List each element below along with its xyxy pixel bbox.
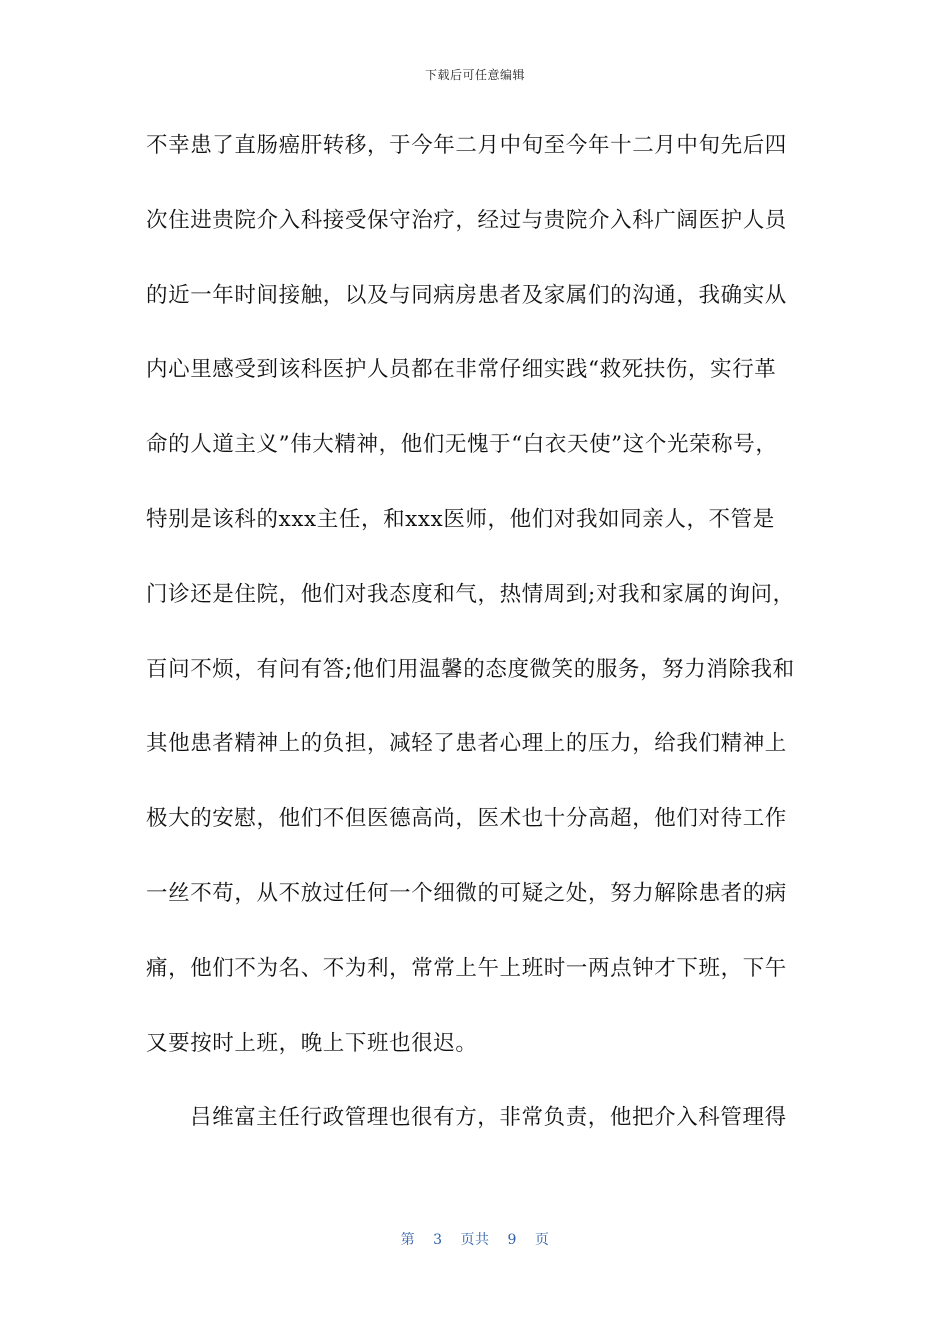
- text-line: 其他患者精神上的负担，减轻了患者心理上的压力，给我们精神上: [146, 731, 787, 757]
- text-line: 痛，他们不为名、不为利，常常上午上班时一两点钟才下班，下午: [146, 955, 787, 981]
- text-line: 特别是该科的xxx主任，和xxx医师，他们对我如同亲人，不管是: [146, 506, 775, 532]
- text-line: 百问不烦，有问有答;他们用温馨的态度微笑的服务，努力消除我和: [146, 656, 795, 682]
- text-line: 又要按时上班，晚上下班也很迟。: [146, 1030, 478, 1056]
- text-line: 门诊还是住院，他们对我态度和气，热情周到;对我和家属的询问，: [146, 581, 795, 607]
- text-line: 的近一年时间接触，以及与同病房患者及家属们的沟通，我确实从: [146, 282, 787, 308]
- text-line-indented: 吕维富主任行政管理也很有方，非常负责，他把介入科管理得: [190, 1105, 787, 1131]
- page-footer: [0, 1229, 950, 1249]
- page-label-middle: 页共: [460, 1232, 490, 1248]
- text-line: 极大的安慰，他们不但医德高尚，医术也十分高超，他们对待工作: [146, 806, 787, 832]
- text-line: 内心里感受到该科医护人员都在非常仔细实践“救死扶伤，实行革: [146, 357, 777, 383]
- document-body: [146, 128, 806, 1175]
- text-line: 不幸患了直肠癌肝转移，于今年二月中旬至今年十二月中旬先后四: [146, 133, 787, 158]
- text-line: 命的人道主义”伟大精神，他们无愧于“白衣天使”这个光荣称号，: [146, 432, 778, 458]
- total-pages-number: 9: [507, 1232, 517, 1248]
- page-label-suffix: 页: [534, 1232, 550, 1248]
- current-page-number: 3: [433, 1232, 443, 1248]
- page-header: 下载后可任意编辑: [424, 68, 525, 82]
- page-label-prefix: 第: [400, 1232, 416, 1248]
- text-line: 次住进贵院介入科接受保守治疗，经过与贵院介入科广阔医护人员: [146, 207, 787, 233]
- text-line: 一丝不苟，从不放过任何一个细微的可疑之处，努力解除患者的病: [146, 880, 787, 906]
